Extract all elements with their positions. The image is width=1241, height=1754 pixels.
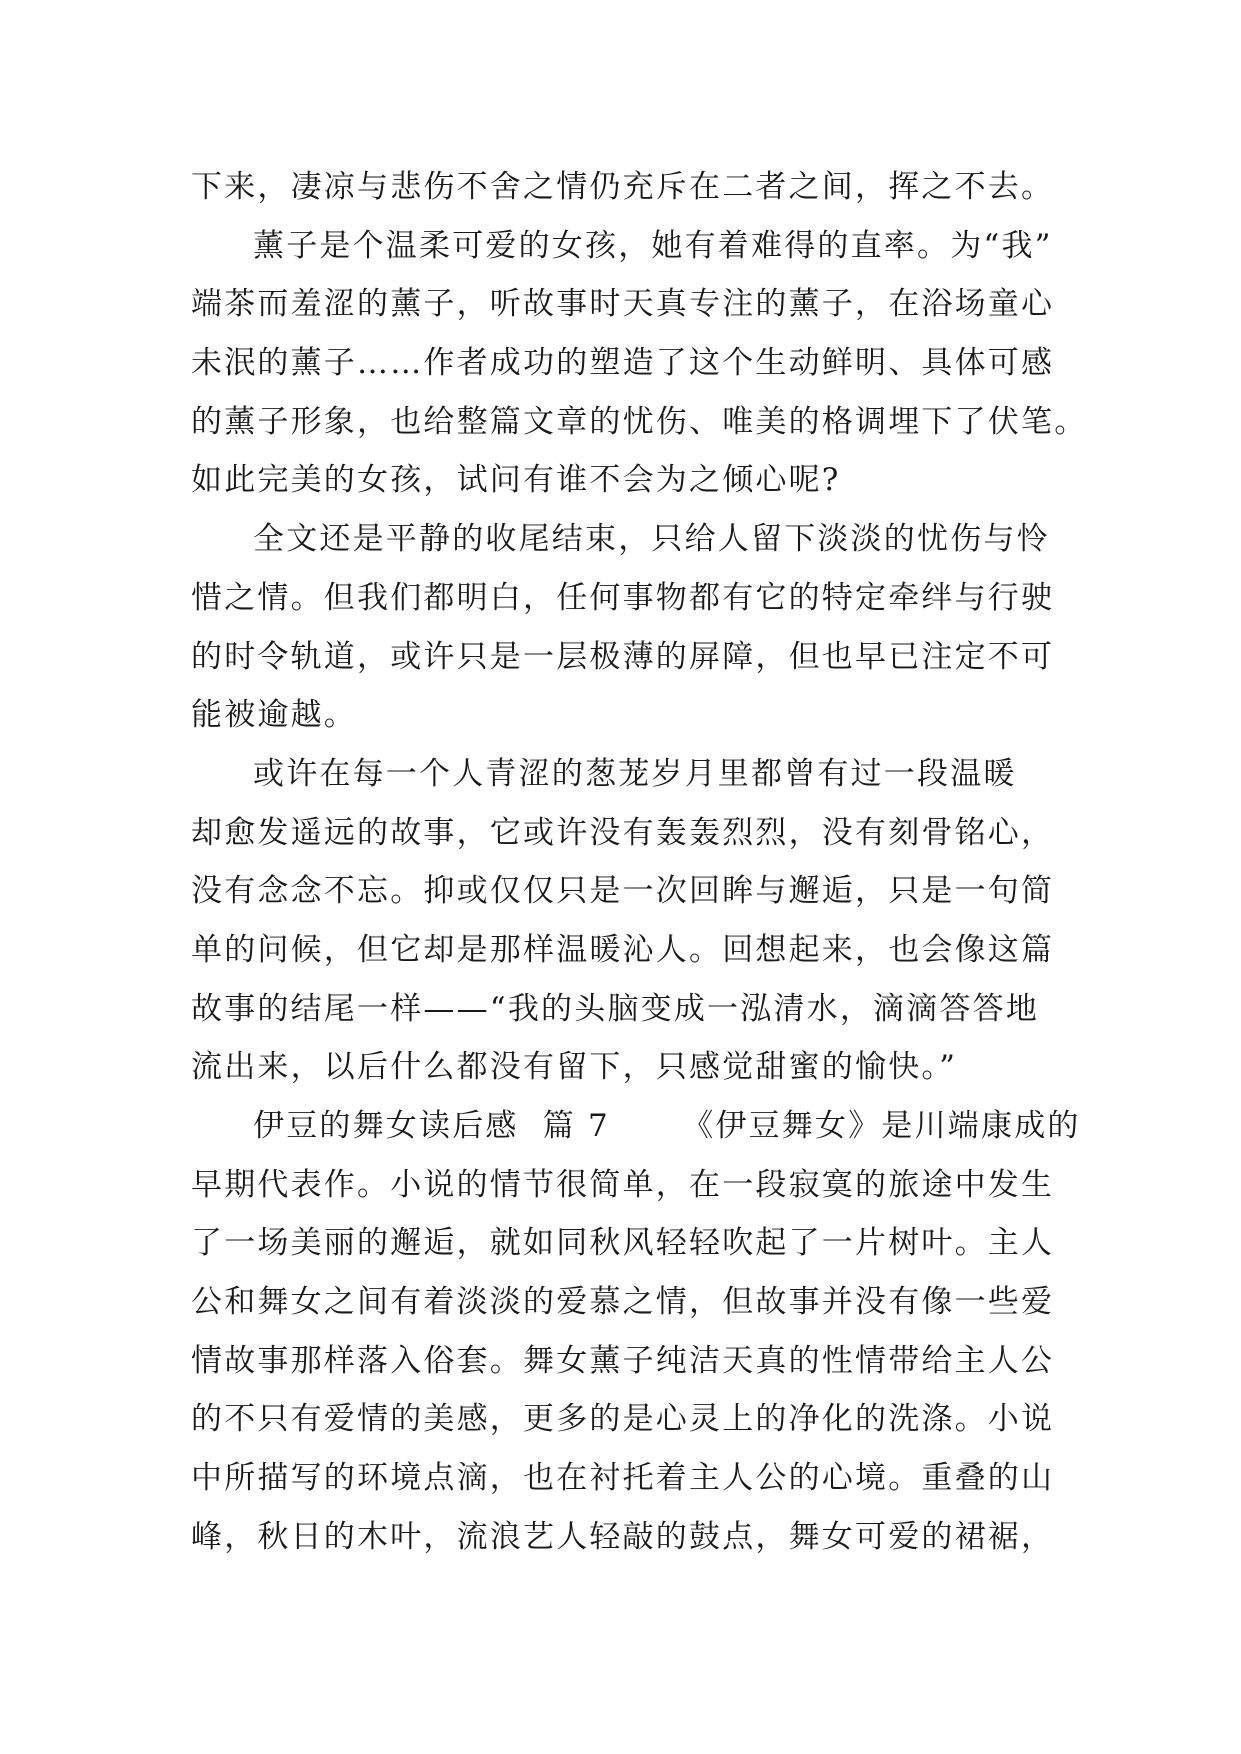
text-line: 的不只有爱情的美感，更多的是心灵上的净化的洗涤。小说 [191,1401,1055,1438]
text-line: 全文还是平静的收尾结束，只给人留下淡淡的忧伤与怜 [253,521,1050,558]
text-line: 峰，秋日的木叶，流浪艺人轻敲的鼓点，舞女可爱的裙裾， [191,1518,1055,1555]
section-heading-line: 伊豆的舞女读后感 篇 7 《伊豆舞女》是川端康成的 [253,1108,1081,1144]
text-line: 公和舞女之间有着淡淡的爱慕之情，但故事并没有像一些爱 [191,1284,1055,1321]
text-line: 故事的结尾一样——“我的头脑变成一泓清水，滴滴答答地 [191,990,1040,1027]
text-line: 没有念念不忘。抑或仅仅只是一次回眸与邂逅，只是一句简 [191,873,1055,910]
text-line: 中所描写的环境点滴，也在衬托着主人公的心境。重叠的山 [191,1460,1055,1497]
text-line: 如此完美的女孩，试问有谁不会为之倾心呢? [191,462,841,499]
text-line: 未泯的薰子……作者成功的塑造了这个生动鲜明、具体可感 [191,345,1055,382]
text-line: 的薰子形象，也给整篇文章的忧伤、唯美的格调埋下了伏笔。 [191,403,1088,440]
text-line: 端茶而羞涩的薰子，听故事时天真专注的薰子，在浴场童心 [191,286,1055,323]
body-text [191,158,1088,1567]
text-line: 或许在每一个人青涩的葱茏岁月里都曾有过一段温暖 [253,755,1017,792]
text-line: 单的问候，但它却是那样温暖沁人。回想起来，也会像这篇 [191,931,1055,968]
text-line: 的时令轨道，或许只是一层极薄的屏障，但也早已注定不可 [191,638,1055,675]
text-line: 下来，凄凉与悲伤不舍之情仍充斥在二者之间，挥之不去。 [191,169,1055,205]
text-line: 却愈发遥远的故事，它或许没有轰轰烈烈，没有刻骨铭心， [191,814,1055,851]
text-line: 能被逾越。 [191,697,357,734]
text-line: 了一场美丽的邂逅，就如同秋风轻轻吹起了一片树叶。主人 [191,1225,1055,1262]
text-line: 流出来，以后什么都没有留下，只感觉甜蜜的愉快。” [191,1049,958,1086]
text-line: 薰子是个温柔可爱的女孩，她有着难得的直率。为“我” [253,227,1053,264]
text-line: 早期代表作。小说的情节很简单，在一段寂寞的旅途中发生 [191,1166,1055,1203]
text-line: 情故事那样落入俗套。舞女薰子纯洁天真的性情带给主人公 [191,1342,1055,1379]
text-line: 惜之情。但我们都明白，任何事物都有它的特定牵绊与行驶 [191,579,1055,616]
